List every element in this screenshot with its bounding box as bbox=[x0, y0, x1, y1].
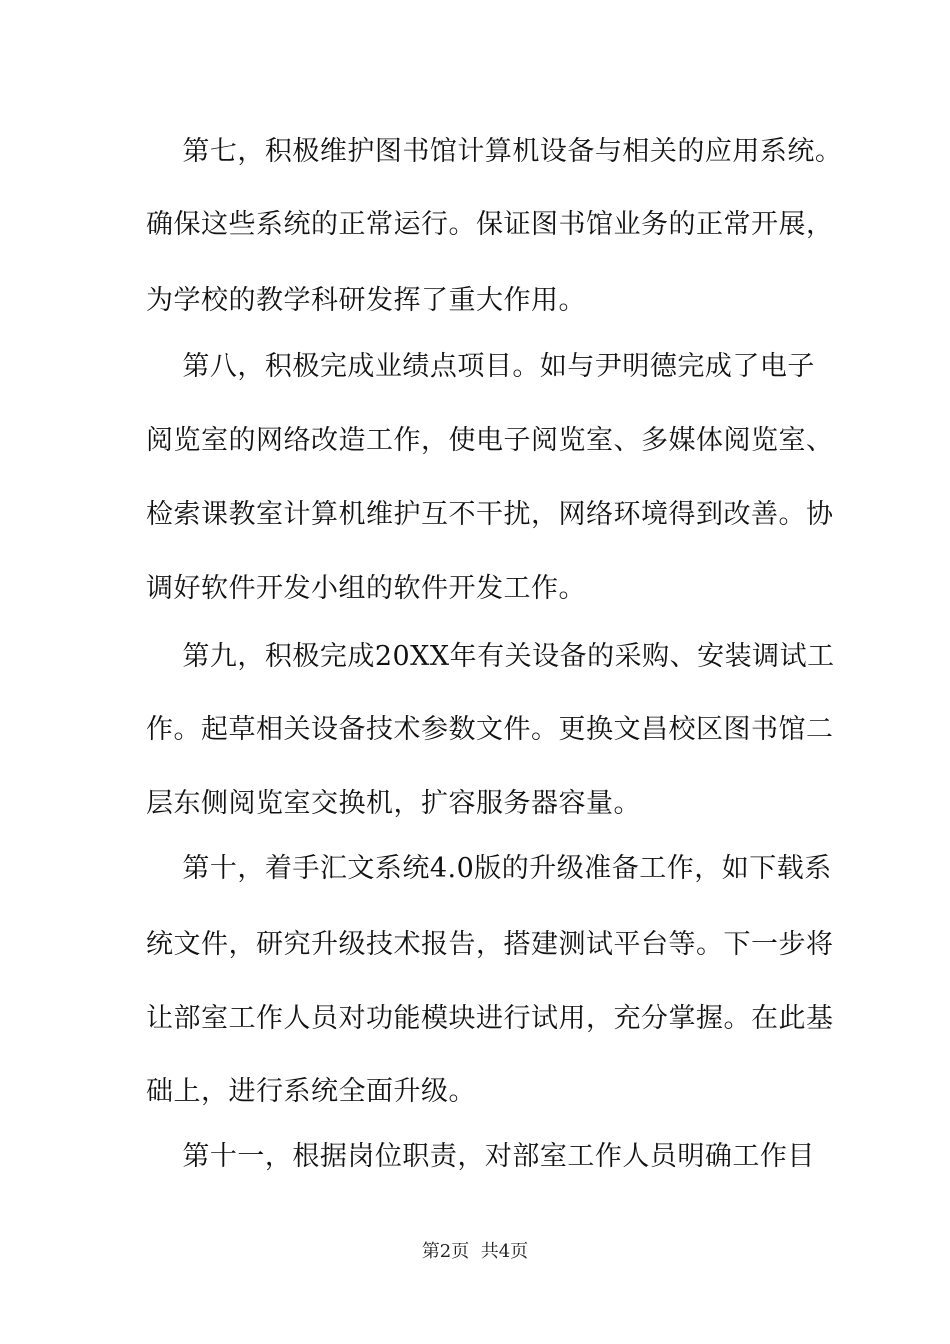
text-line: 第九，积极完成20XX年有关设备的采购、安装调试工 bbox=[146, 641, 835, 672]
text-line: 第八，积极完成业绩点项目。如与尹明德完成了电子 bbox=[146, 351, 815, 382]
text-line: 第十一，根据岗位职责，对部室工作人员明确工作目 bbox=[146, 1141, 815, 1172]
text-line: 调好软件开发小组的软件开发工作。 bbox=[146, 573, 586, 604]
text-line: 确保这些系统的正常运行。保证图书馆业务的正常开展， bbox=[146, 209, 834, 240]
text-line: 阅览室的网络改造工作，使电子阅览室、多媒体阅览室、 bbox=[146, 425, 834, 456]
text-line: 统文件，研究升级技术报告，搭建测试平台等。下一步将 bbox=[146, 929, 834, 960]
text-line: 作。起草相关设备技术参数文件。更换文昌校区图书馆二 bbox=[146, 714, 834, 745]
text-line: 让部室工作人员对功能模块进行试用，充分掌握。在此基 bbox=[146, 1003, 834, 1034]
text-line: 为学校的教学科研发挥了重大作用。 bbox=[146, 285, 586, 316]
text-line: 检索课教室计算机维护互不干扰，网络环境得到改善。协 bbox=[146, 499, 834, 530]
text-line: 础上，进行系统全面升级。 bbox=[146, 1076, 476, 1107]
text-line: 第十，着手汇文系统4.0版的升级准备工作，如下载系 bbox=[146, 853, 832, 884]
text-line: 第七，积极维护图书馆计算机设备与相关的应用系统。 bbox=[146, 136, 843, 167]
page-footer: 第2页 共4页 bbox=[421, 1241, 529, 1262]
text-line: 层东侧阅览室交换机，扩容服务器容量。 bbox=[146, 788, 641, 819]
